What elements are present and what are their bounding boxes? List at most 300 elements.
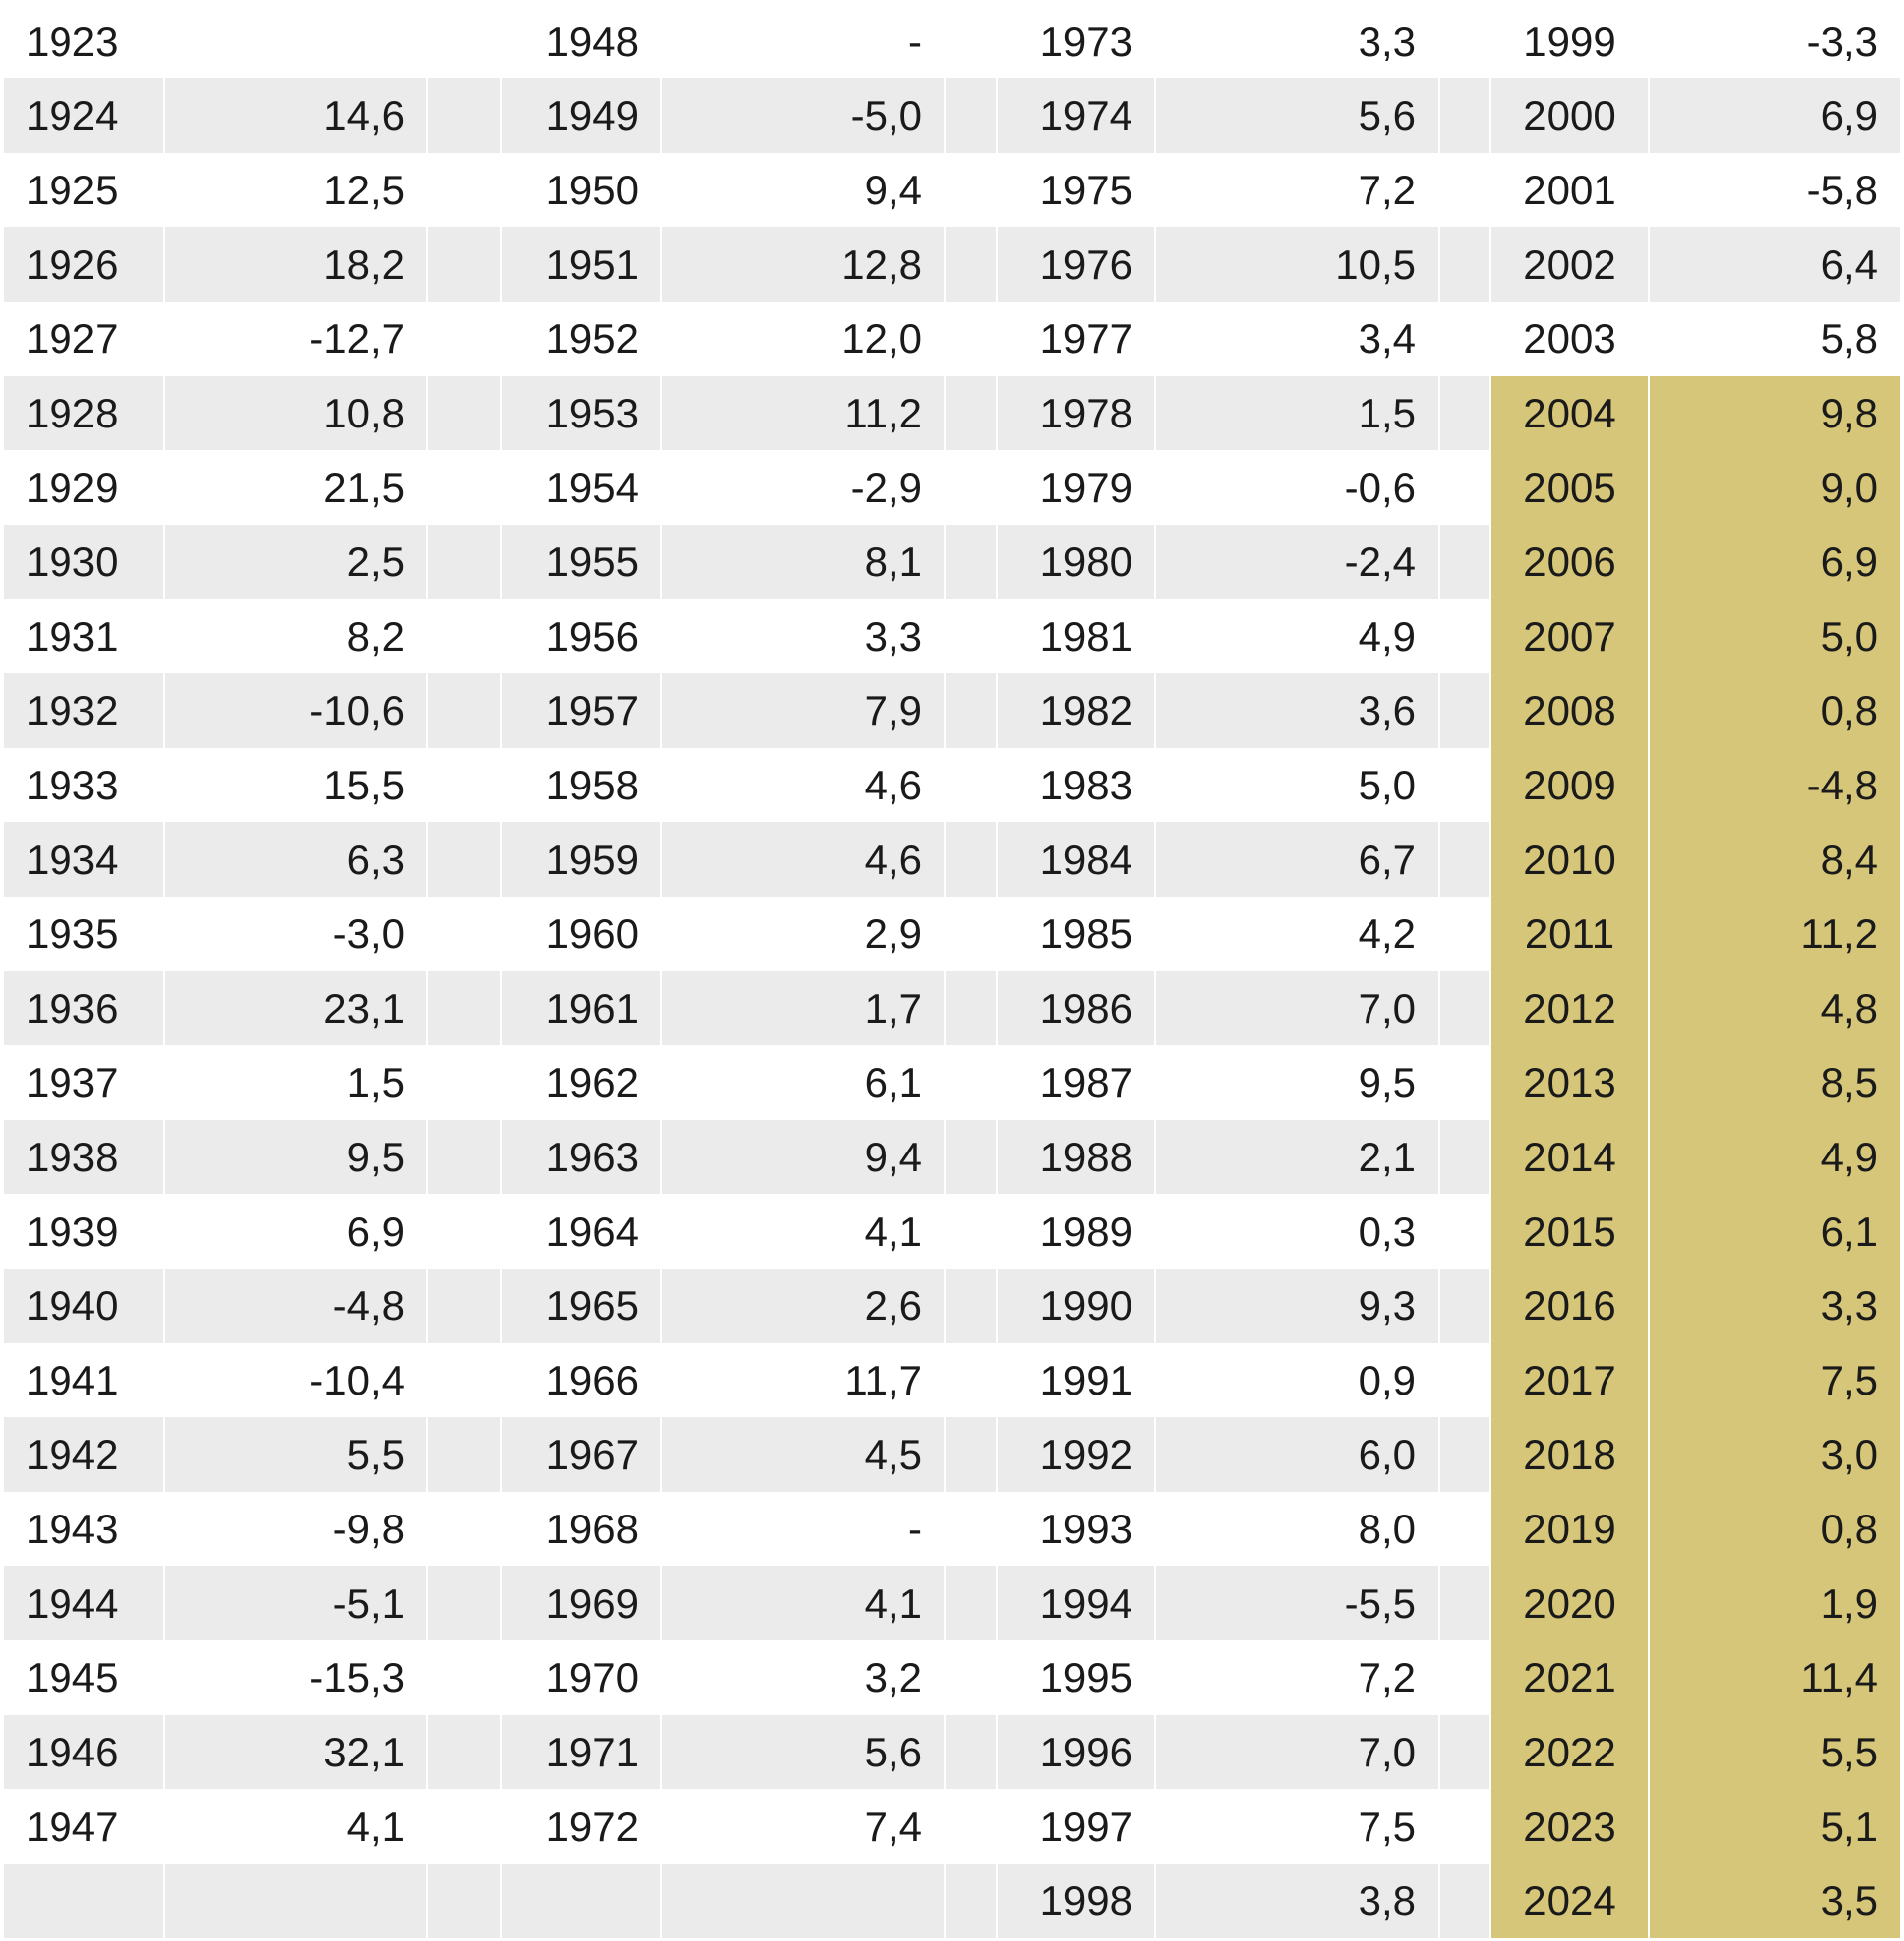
value-cell: 4,9: [1650, 1120, 1900, 1194]
value-cell: 1,9: [1650, 1566, 1900, 1640]
value-cell: 12,8: [662, 227, 944, 302]
year-cell: 1950: [545, 167, 639, 213]
spacer-cell: [428, 153, 500, 227]
spacer-cell: [1440, 1492, 1489, 1566]
value-cell: -15,3: [309, 1654, 405, 1701]
value-cell: 21,5: [323, 464, 405, 511]
value-cell: -10,4: [309, 1357, 405, 1403]
spacer-cell: [428, 1120, 500, 1194]
spacer-cell: [1440, 1789, 1489, 1864]
spacer-cell: [1440, 450, 1489, 525]
value-cell: -0,6: [1344, 464, 1416, 511]
spacer-cell: [428, 227, 500, 302]
value-cell: -: [908, 18, 922, 64]
value-cell: 9,4: [864, 167, 922, 213]
year-cell: 1924: [4, 78, 163, 153]
spacer-cell: [946, 1045, 996, 1120]
year-cell: 1993: [1039, 1506, 1132, 1552]
year-cell: 1929: [26, 464, 119, 511]
spacer-cell: [428, 302, 500, 376]
year-cell: 1979: [1039, 464, 1132, 511]
spacer-cell: [428, 822, 500, 897]
value-cell: 7,0: [1156, 1715, 1438, 1789]
year-cell: 1968: [545, 1506, 639, 1552]
value-cell: 4,1: [662, 1566, 944, 1640]
spacer-cell: [946, 1492, 996, 1566]
spacer-cell: [946, 227, 996, 302]
value-cell: 8,2: [346, 613, 405, 660]
value-cell: 3,5: [1650, 1864, 1900, 1938]
table-row: [4, 748, 1900, 822]
year-cell: 2024: [1491, 1864, 1648, 1938]
year-cell: 2012: [1491, 971, 1648, 1045]
value-cell: 5,6: [662, 1715, 944, 1789]
spacer-cell: [428, 1343, 500, 1417]
value-cell: 9,5: [165, 1120, 426, 1194]
spacer-cell: [1440, 302, 1489, 376]
year-cell: 1933: [26, 762, 119, 808]
value-cell: 3,3: [864, 613, 922, 660]
spacer-cell: [946, 748, 996, 822]
value-cell: 3,3: [1358, 18, 1416, 64]
spacer-cell: [428, 599, 500, 673]
year-cell: 1928: [4, 376, 163, 450]
value-cell: [165, 1864, 426, 1938]
value-cell: 1,5: [1156, 376, 1438, 450]
year-cell: 1945: [26, 1654, 119, 1701]
spacer-cell: [946, 1789, 996, 1864]
year-cell: 1998: [998, 1864, 1154, 1938]
spacer-cell: [1440, 599, 1489, 673]
year-cell: 1961: [502, 971, 660, 1045]
year-cell: 1995: [1039, 1654, 1132, 1701]
table-row: [4, 1715, 1900, 1789]
spacer-cell: [1440, 1120, 1489, 1194]
year-cell: 1939: [26, 1208, 119, 1255]
value-cell: 4,1: [346, 1803, 405, 1850]
year-cell: 2019: [1491, 1492, 1648, 1566]
year-cell: 2007: [1491, 599, 1648, 673]
value-cell: 9,8: [1650, 376, 1900, 450]
year-cell: 1925: [26, 167, 119, 213]
spacer-cell: [428, 1492, 500, 1566]
spacer-cell: [946, 1343, 996, 1417]
value-cell: 3,8: [1156, 1864, 1438, 1938]
spacer-cell: [1440, 153, 1489, 227]
year-cell: 2005: [1491, 450, 1648, 525]
value-cell: 5,6: [1156, 78, 1438, 153]
value-cell: 0,8: [1650, 673, 1900, 748]
spacer-cell: [946, 1269, 996, 1343]
value-cell: 9,4: [662, 1120, 944, 1194]
year-cell: 1952: [545, 315, 639, 362]
spacer-cell: [1440, 1417, 1489, 1492]
year-cell: 1976: [998, 227, 1154, 302]
year-cell: 2002: [1491, 227, 1648, 302]
value-cell: [662, 1864, 944, 1938]
year-cell: [4, 1864, 163, 1938]
value-cell: 2,6: [662, 1269, 944, 1343]
spacer-cell: [428, 748, 500, 822]
year-cell: 2000: [1491, 78, 1648, 153]
year-cell: 1975: [1039, 167, 1132, 213]
value-cell: 11,2: [1650, 897, 1900, 971]
value-cell: 0,3: [1358, 1208, 1416, 1255]
value-cell: 7,0: [1156, 971, 1438, 1045]
spacer-cell: [428, 673, 500, 748]
spacer-cell: [1440, 1566, 1489, 1640]
spacer-cell: [428, 1789, 500, 1864]
year-cell: 1972: [545, 1803, 639, 1850]
value-cell: [165, 4, 426, 78]
value-cell: 8,4: [1650, 822, 1900, 897]
table-row: [4, 78, 1900, 153]
year-cell: 1946: [4, 1715, 163, 1789]
year-cell: 1948: [545, 18, 639, 64]
spacer-cell: [428, 1417, 500, 1492]
spacer-cell: [1440, 1269, 1489, 1343]
value-cell: -5,0: [662, 78, 944, 153]
spacer-cell: [428, 78, 500, 153]
spacer-cell: [946, 376, 996, 450]
year-cell: 1994: [998, 1566, 1154, 1640]
year-cell: 2018: [1491, 1417, 1648, 1492]
year-cell: 2008: [1491, 673, 1648, 748]
value-cell: 18,2: [165, 227, 426, 302]
year-cell: 1942: [4, 1417, 163, 1492]
year-cell: 1991: [1039, 1357, 1132, 1403]
year-cell: 2023: [1491, 1789, 1648, 1864]
table-row: [4, 4, 1900, 78]
spacer-cell: [946, 897, 996, 971]
value-cell: 3,0: [1650, 1417, 1900, 1492]
spacer-cell: [946, 1417, 996, 1492]
value-cell: 11,2: [662, 376, 944, 450]
spacer-cell: [946, 1566, 996, 1640]
spacer-cell: [428, 1269, 500, 1343]
value-cell: 14,6: [165, 78, 426, 153]
spacer-cell: [946, 153, 996, 227]
year-cell: 1947: [26, 1803, 119, 1850]
year-cell: 1982: [998, 673, 1154, 748]
year-cell: 1983: [1039, 762, 1132, 808]
year-cell: 1953: [502, 376, 660, 450]
value-cell: -3,3: [1806, 18, 1878, 64]
spacer-cell: [428, 971, 500, 1045]
table-row: [4, 822, 1900, 897]
year-cell: [502, 1864, 660, 1938]
value-cell: 23,1: [165, 971, 426, 1045]
year-cell: 1923: [26, 18, 119, 64]
value-cell: 0,8: [1650, 1492, 1900, 1566]
spacer-cell: [1440, 748, 1489, 822]
year-cell: 1970: [545, 1654, 639, 1701]
value-cell: 7,4: [864, 1803, 922, 1850]
year-cell: 1980: [998, 525, 1154, 599]
value-cell: 11,4: [1650, 1640, 1900, 1715]
value-cell: 4,9: [1358, 613, 1416, 660]
table-row: [4, 376, 1900, 450]
value-cell: 1,7: [662, 971, 944, 1045]
year-cell: 1965: [502, 1269, 660, 1343]
spacer-cell: [946, 1194, 996, 1269]
value-cell: -2,4: [1156, 525, 1438, 599]
year-cell: 2006: [1491, 525, 1648, 599]
value-cell: 6,3: [165, 822, 426, 897]
value-cell: 3,3: [1650, 1269, 1900, 1343]
value-cell: 6,0: [1156, 1417, 1438, 1492]
value-cell: -12,7: [309, 315, 405, 362]
spacer-cell: [946, 1864, 996, 1938]
spacer-cell: [946, 78, 996, 153]
spacer-cell: [1440, 227, 1489, 302]
spacer-cell: [428, 1864, 500, 1938]
spacer-cell: [1440, 1864, 1489, 1938]
spacer-cell: [1440, 1343, 1489, 1417]
spacer-cell: [428, 4, 500, 78]
spacer-cell: [946, 822, 996, 897]
value-cell: 2,1: [1156, 1120, 1438, 1194]
year-cell: 1990: [998, 1269, 1154, 1343]
value-cell: 0,9: [1358, 1357, 1416, 1403]
value-cell: 3,2: [864, 1654, 922, 1701]
year-cell: 1962: [545, 1059, 639, 1106]
yearly-values-table: [4, 4, 1900, 1938]
year-cell: 1989: [1039, 1208, 1132, 1255]
year-cell: 1967: [502, 1417, 660, 1492]
value-cell: 9,0: [1650, 450, 1900, 525]
value-cell: -9,8: [332, 1506, 405, 1552]
spacer-cell: [1440, 1715, 1489, 1789]
year-cell: 2021: [1491, 1640, 1648, 1715]
value-cell: 3,6: [1156, 673, 1438, 748]
year-cell: 1944: [4, 1566, 163, 1640]
year-cell: 1987: [1039, 1059, 1132, 1106]
spacer-cell: [1440, 897, 1489, 971]
year-cell: 1988: [998, 1120, 1154, 1194]
year-cell: 1981: [1039, 613, 1132, 660]
value-cell: 12,0: [841, 315, 922, 362]
spacer-cell: [1440, 1640, 1489, 1715]
year-cell: 2004: [1491, 376, 1648, 450]
table-row: [4, 673, 1900, 748]
value-cell: 11,7: [844, 1357, 922, 1403]
spacer-cell: [946, 4, 996, 78]
table-row: [4, 1864, 1900, 1938]
year-cell: 1985: [1039, 910, 1132, 957]
value-cell: 7,2: [1358, 1654, 1416, 1701]
table-row: [4, 1417, 1900, 1492]
table-row: [4, 1194, 1900, 1269]
value-cell: 6,4: [1650, 227, 1900, 302]
value-cell: 6,1: [864, 1059, 922, 1106]
year-cell: 1938: [4, 1120, 163, 1194]
value-cell: 4,5: [662, 1417, 944, 1492]
spacer-cell: [428, 1640, 500, 1715]
year-cell: 2022: [1491, 1715, 1648, 1789]
year-cell: 1931: [26, 613, 119, 660]
spacer-cell: [428, 525, 500, 599]
spacer-cell: [1440, 1194, 1489, 1269]
value-cell: 7,2: [1358, 167, 1416, 213]
year-cell: 1926: [4, 227, 163, 302]
year-cell: 1949: [502, 78, 660, 153]
table-row: [4, 1120, 1900, 1194]
value-cell: -10,6: [165, 673, 426, 748]
spacer-cell: [1440, 673, 1489, 748]
table-row: [4, 1269, 1900, 1343]
year-cell: 2017: [1491, 1343, 1648, 1417]
value-cell: 5,5: [1650, 1715, 1900, 1789]
year-cell: 1934: [4, 822, 163, 897]
year-cell: 1999: [1523, 18, 1616, 64]
value-cell: 4,6: [864, 762, 922, 808]
year-cell: 2013: [1491, 1045, 1648, 1120]
spacer-cell: [428, 1045, 500, 1120]
value-cell: 10,8: [165, 376, 426, 450]
value-cell: 32,1: [165, 1715, 426, 1789]
year-cell: 2003: [1523, 315, 1616, 362]
value-cell: -5,8: [1806, 167, 1878, 213]
year-cell: 1997: [1039, 1803, 1132, 1850]
year-cell: 1941: [26, 1357, 119, 1403]
value-cell: -2,9: [850, 464, 922, 511]
year-cell: 1984: [998, 822, 1154, 897]
table-row: [4, 1492, 1900, 1566]
spacer-cell: [1440, 78, 1489, 153]
value-cell: 2,5: [165, 525, 426, 599]
value-cell: 8,5: [1650, 1045, 1900, 1120]
spacer-cell: [428, 1715, 500, 1789]
table-row: [4, 1343, 1900, 1417]
value-cell: 6,7: [1156, 822, 1438, 897]
value-cell: 5,0: [1358, 762, 1416, 808]
table-row: [4, 227, 1900, 302]
value-cell: -: [908, 1506, 922, 1552]
value-cell: -4,8: [1650, 748, 1900, 822]
table-row: [4, 1640, 1900, 1715]
spacer-cell: [1440, 1045, 1489, 1120]
value-cell: 5,0: [1650, 599, 1900, 673]
value-cell: -4,8: [165, 1269, 426, 1343]
value-cell: 4,6: [662, 822, 944, 897]
table-row: [4, 599, 1900, 673]
value-cell: 7,5: [1358, 1803, 1416, 1850]
year-cell: 1956: [545, 613, 639, 660]
spacer-cell: [946, 1640, 996, 1715]
year-cell: 1978: [998, 376, 1154, 450]
value-cell: -5,5: [1156, 1566, 1438, 1640]
table-row: [4, 153, 1900, 227]
spacer-cell: [1440, 525, 1489, 599]
year-cell: 1966: [545, 1357, 639, 1403]
value-cell: 7,9: [662, 673, 944, 748]
year-cell: 1940: [4, 1269, 163, 1343]
spacer-cell: [428, 897, 500, 971]
table-row: [4, 525, 1900, 599]
spacer-cell: [1440, 4, 1489, 78]
value-cell: 5,8: [1820, 315, 1878, 362]
spacer-cell: [946, 1715, 996, 1789]
table-row: [4, 897, 1900, 971]
year-cell: 2016: [1491, 1269, 1648, 1343]
value-cell: -5,1: [165, 1566, 426, 1640]
year-cell: 1977: [1039, 315, 1132, 362]
value-cell: 7,5: [1650, 1343, 1900, 1417]
year-cell: 1963: [502, 1120, 660, 1194]
spacer-cell: [1440, 822, 1489, 897]
year-cell: 2015: [1491, 1194, 1648, 1269]
value-cell: 10,5: [1156, 227, 1438, 302]
spacer-cell: [1440, 376, 1489, 450]
value-cell: 4,8: [1650, 971, 1900, 1045]
year-cell: 1958: [545, 762, 639, 808]
value-cell: 9,3: [1156, 1269, 1438, 1343]
value-cell: 1,5: [346, 1059, 405, 1106]
table-row: [4, 1566, 1900, 1640]
value-cell: 4,2: [1358, 910, 1416, 957]
year-cell: 2014: [1491, 1120, 1648, 1194]
spacer-cell: [428, 1194, 500, 1269]
table-row: [4, 302, 1900, 376]
year-cell: 1937: [26, 1059, 119, 1106]
spacer-cell: [946, 1120, 996, 1194]
table-row: [4, 1789, 1900, 1864]
year-cell: 2011: [1491, 897, 1648, 971]
year-cell: 1951: [502, 227, 660, 302]
spacer-cell: [428, 376, 500, 450]
spacer-cell: [946, 599, 996, 673]
year-cell: 1957: [502, 673, 660, 748]
year-cell: 2010: [1491, 822, 1648, 897]
year-cell: 2009: [1491, 748, 1648, 822]
year-cell: 1960: [545, 910, 639, 957]
value-cell: 12,5: [323, 167, 405, 213]
year-cell: 1992: [998, 1417, 1154, 1492]
year-cell: 1943: [26, 1506, 119, 1552]
value-cell: 6,9: [346, 1208, 405, 1255]
year-cell: 1974: [998, 78, 1154, 153]
spacer-cell: [946, 302, 996, 376]
value-cell: 6,1: [1650, 1194, 1900, 1269]
spacer-cell: [1440, 971, 1489, 1045]
year-cell: 1964: [545, 1208, 639, 1255]
year-cell: 1935: [26, 910, 119, 957]
year-cell: 1936: [4, 971, 163, 1045]
value-cell: 2,9: [864, 910, 922, 957]
year-cell: 1954: [545, 464, 639, 511]
value-cell: 3,4: [1358, 315, 1416, 362]
spacer-cell: [946, 673, 996, 748]
table-row: [4, 450, 1900, 525]
value-cell: 6,9: [1650, 525, 1900, 599]
value-cell: 8,1: [662, 525, 944, 599]
year-cell: 1973: [1039, 18, 1132, 64]
value-cell: 5,1: [1650, 1789, 1900, 1864]
year-cell: 1930: [4, 525, 163, 599]
spacer-cell: [428, 450, 500, 525]
year-cell: 2020: [1491, 1566, 1648, 1640]
spacer-cell: [428, 1566, 500, 1640]
value-cell: 15,5: [323, 762, 405, 808]
value-cell: 9,5: [1358, 1059, 1416, 1106]
year-cell: 2001: [1523, 167, 1616, 213]
year-cell: 1955: [502, 525, 660, 599]
value-cell: 6,9: [1650, 78, 1900, 153]
year-cell: 1932: [4, 673, 163, 748]
spacer-cell: [946, 971, 996, 1045]
table-row: [4, 971, 1900, 1045]
